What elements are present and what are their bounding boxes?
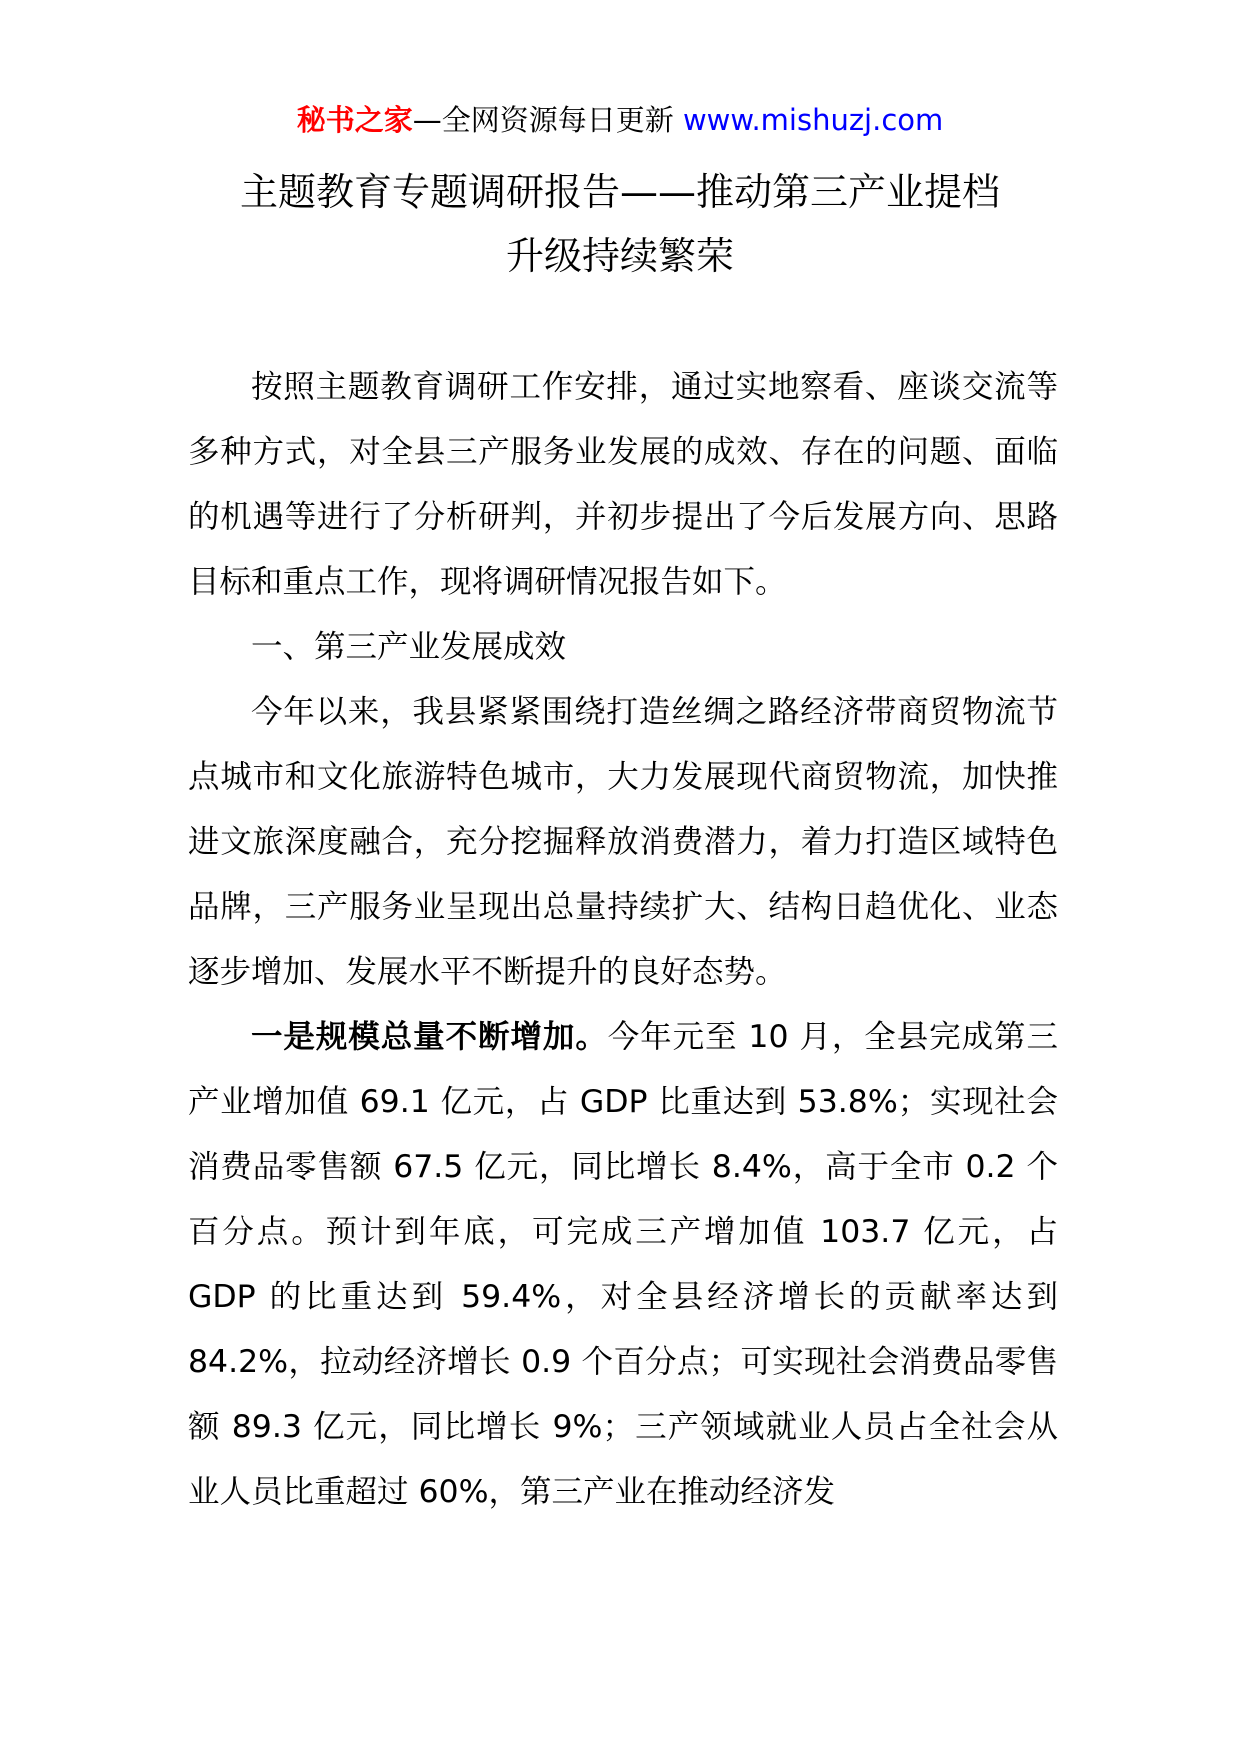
scale-paragraph — [188, 1005, 1058, 1525]
section-heading: 一、第三产业发展成效 — [251, 629, 567, 665]
title-line-1: 主题教育专题调研报告——推动第三产业提档 — [239, 170, 1000, 214]
title-line-2: 升级持续繁荣 — [505, 234, 734, 278]
site-header — [0, 100, 1240, 140]
document-body — [188, 355, 1058, 1525]
site-brand: 秘书之家 — [296, 103, 413, 137]
site-slogan: —全网资源每日更新 — [412, 103, 683, 137]
site-url[interactable]: www.mishuzj.com — [682, 103, 944, 137]
paragraph-lead: 一是规模总量不断增加。 — [251, 1019, 608, 1055]
intro-paragraph: 按照主题教育调研工作安排，通过实地察看、座谈交流等多种方式，对全县三产服务业发展的成效、存在的问题、面临的机遇等进行了分析研判，并初步提出了今后发展方向、思路目标和重点工作，现将调研情况报告如下。 — [188, 369, 1058, 600]
overview-paragraph: 今年以来，我县紧紧围绕打造丝绸之路经济带商贸物流节点城市和文化旅游特色城市，大力发展现代商贸物流，加快推进文旅深度融合，充分挖掘释放消费潜力，着力打造区域特色品牌，三产服务业呈现出总量持续扩大、结构日趋优化、业态逐步增加、发展水平不断提升的良好态势。 — [188, 694, 1058, 990]
document-title — [150, 160, 1090, 288]
paragraph-text: 今年元至 10 月，全县完成第三产业增加值 69.1 亿元，占 GDP 比重达到 53.8%；实现社会消费品零售额 67.5 亿元，同比增长 8.4%，高于全市 0.2 个百分点。预计到年底，可完成三产增加值 103.7 亿元，占 GDP 的比重达到 59.4%，对全县经济增长的贡献率达到 84.2%，拉动经济增长 0.9 个百分点；可实现社会消费品零售额 89.3 亿元，同比增长 9%；三产领域就业人员占全社会从业人员比重超过 60%，第三产业在推动经济发 — [188, 1019, 1058, 1510]
